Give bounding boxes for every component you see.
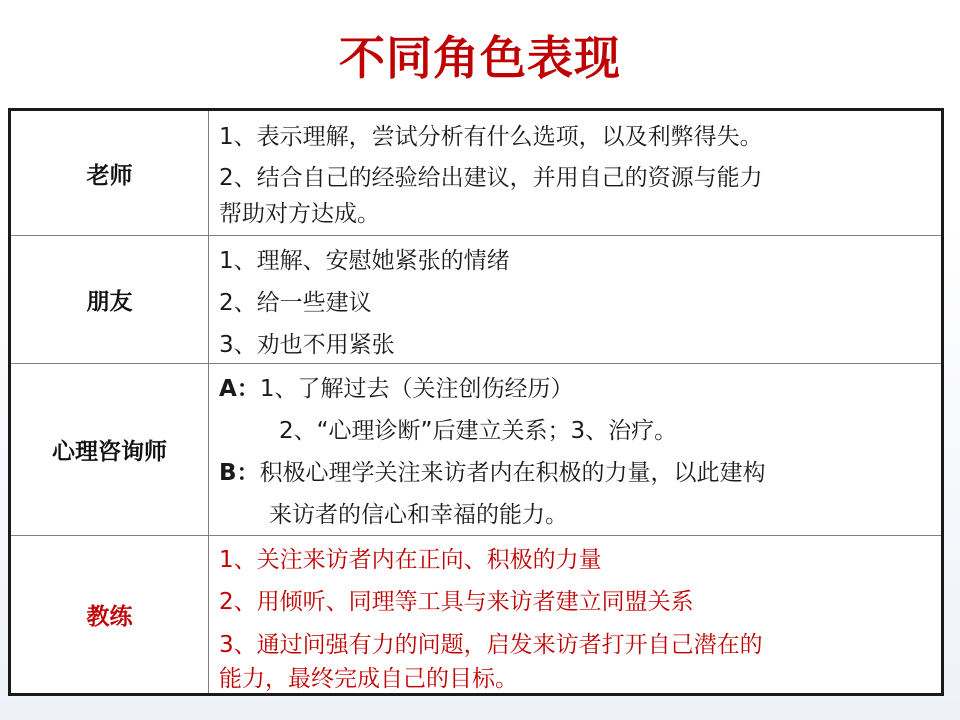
table-row-counselor [11,363,941,535]
description-line: 2、用倾听、同理等工具与来访者建立同盟关系 [219,589,694,615]
table-row-teacher [11,111,941,235]
table-row-friend [11,235,941,363]
option-a-label: A： [219,376,260,402]
role-label-friend: 朋友 [11,236,209,363]
description-line: 1、理解、安慰她紧张的情绪 [219,248,510,274]
page-title: 不同角色表现 [339,31,621,85]
description-line-a [219,370,573,403]
role-label-counselor: 心理咨询师 [11,364,209,535]
description-line-b [219,454,766,487]
description-line: 1、关注来访者内在正向、积极的力量 [219,547,602,573]
description-line: 3、通过问强有力的问题，启发来访者打开自己潜在的 [219,632,763,658]
roles-table [8,108,944,696]
description-line: 2、给一些建议 [219,290,372,316]
description-line: 帮助对方达成。 [219,201,380,227]
description-line: 能力，最终完成自己的目标。 [219,666,518,692]
description-line: 3、劝也不用紧张 [219,332,395,358]
description-line: 2、“心理诊断”后建立关系；3、治疗。 [279,418,678,444]
role-label-teacher: 老师 [11,111,209,235]
description-line: 2、结合自己的经验给出建议，并用自己的资源与能力 [219,165,763,191]
description-line: 1、表示理解，尝试分析有什么选项，以及利弊得失。 [219,124,763,150]
description-line: 来访者的信心和幸福的能力。 [269,502,568,528]
role-label-coach: 教练 [11,536,209,693]
description-line: 1、了解过去（关注创伤经历） [259,376,574,402]
option-b-label: B： [219,460,260,486]
description-line: 积极心理学关注来访者内在积极的力量，以此建构 [259,460,766,486]
table-row-coach [11,535,941,693]
